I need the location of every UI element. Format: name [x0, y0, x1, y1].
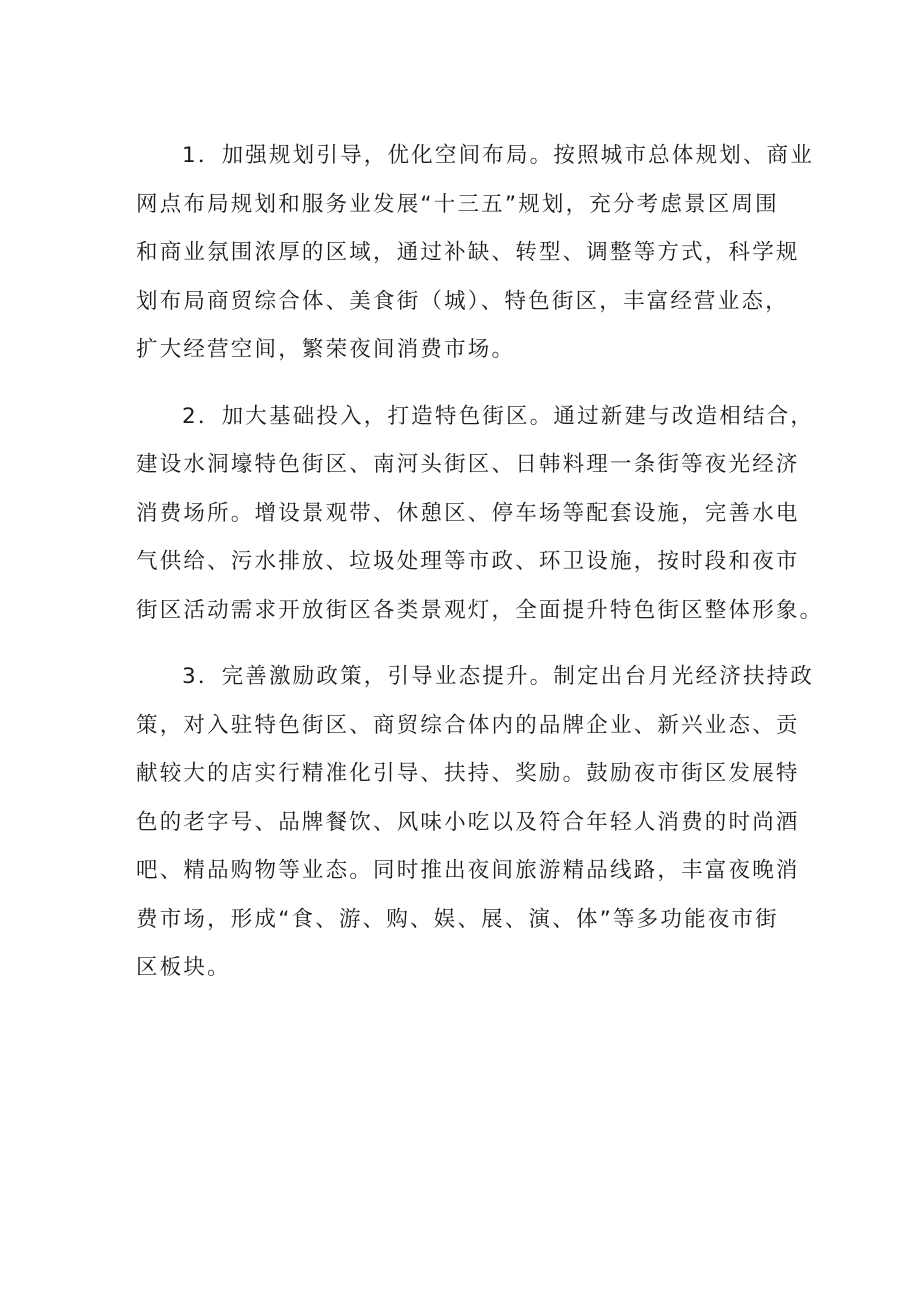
paragraph-line: 街区活动需求开放街区各类景观灯，全面提升特色街区整体形象。 — [136, 597, 824, 623]
paragraph-line: 3．完善激励政策，引导业态提升。制定出台月光经济扶持政 — [182, 664, 815, 689]
paragraph-line: 网点布局规划和服务业发展“十三五”规划，充分考虑景区周围 — [136, 191, 779, 217]
paragraph-line: 划布局商贸综合体、美食街（城）、特色街区，丰富经营业态， — [136, 288, 789, 314]
paragraph-1 — [136, 132, 815, 375]
document-body — [136, 132, 824, 1011]
paragraph-2 — [136, 393, 824, 636]
paragraph-3 — [136, 653, 815, 993]
paragraph-line: 扩大经营空间，繁荣夜间消费市场。 — [136, 337, 516, 362]
paragraph-line: 建设水洞壕特色街区、南河头街区、日韩料理一条街等夜光经济 — [136, 452, 800, 477]
paragraph-line: 区板块。 — [136, 955, 231, 980]
paragraph-line: 气供给、污水排放、垃圾处理等市政、环卫设施，按时段和夜市 — [136, 549, 800, 574]
paragraph-line: 2．加大基础投入，打造特色街区。通过新建与改造相结合， — [182, 403, 815, 429]
paragraph-line: 策，对入驻特色街区、商贸综合体内的品牌企业、新兴业态、贡 — [136, 712, 800, 738]
paragraph-line: 和商业氛围浓厚的区域，通过补缺、转型、调整等方式，科学规 — [136, 240, 800, 265]
paragraph-line: 费市场，形成“食、游、购、娱、展、演、体”等多功能夜市街 — [136, 906, 779, 932]
paragraph-line: 消费场所。增设景观带、休憩区、停车场等配套设施，完善水电 — [136, 500, 800, 526]
paragraph-line: 吧、精品购物等业态。同时推出夜间旅游精品线路，丰富夜晚消 — [136, 858, 800, 883]
paragraph-line: 献较大的店实行精准化引导、扶持、奖励。鼓励夜市街区发展特 — [136, 761, 800, 786]
paragraph-line: 色的老字号、品牌餐饮、风味小吃以及符合年轻人消费的时尚酒 — [136, 809, 800, 835]
paragraph-line: 1．加强规划引导，优化空间布局。按照城市总体规划、商业 — [182, 143, 815, 168]
